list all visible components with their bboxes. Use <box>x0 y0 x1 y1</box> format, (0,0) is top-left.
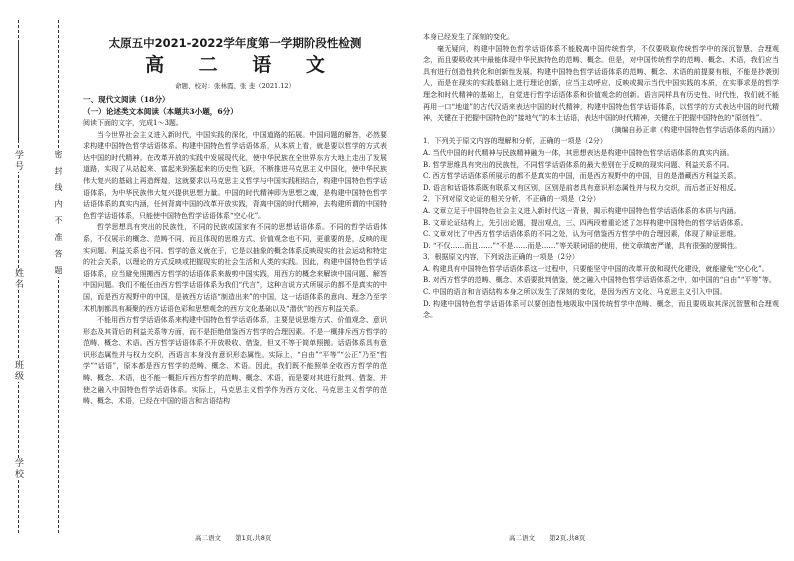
question-3: 3．根据原文内容，下列说法正确的一项是（2分） <box>423 253 579 262</box>
binding-strip <box>0 0 80 561</box>
option-1c: C. 西方哲学话语体系所展示的都不是真实的中国，而是西方视野中的中国，目的是潜藏西方利益关系。 <box>423 172 741 181</box>
option-2d: D. “不仅……而且……”“不是……而是……”等关联词语的使用，使文章缜密严谨，具有很强的逻辑性。 <box>423 241 742 250</box>
page-footer <box>195 534 283 543</box>
reading-instruction: 阅读下面的文字，完成1～3题。 <box>83 119 183 127</box>
option-3a: A. 构建具有中国特色哲学话语体系这一过程中，只要能坚守中国的改革开放和现代化建设，就能避免“空心化”。 <box>423 264 769 273</box>
school-label: 学校 <box>13 458 23 480</box>
footer-page-number: 第1页,共8页 <box>235 534 272 542</box>
footer-subject: 高二语文 <box>509 534 535 542</box>
footer-subject: 高二语文 <box>195 534 221 542</box>
author-meta: 命题、校对：张林霞、张 斐（2021.12） <box>175 82 295 90</box>
student-id-blank <box>18 40 19 140</box>
name-label: 姓名 <box>13 268 23 290</box>
option-2b: B. 文章论证结构上，先引出论题，提出观点，三、四两段着重论述了怎样构建中国特色的哲学话语体系。 <box>423 218 748 227</box>
page1-column <box>83 35 387 408</box>
question-2: 2．下列对原文论证的相关分析，不正确的一项是（2分） <box>423 195 600 204</box>
footer-page-number: 第2页,共8页 <box>549 534 586 542</box>
passage-paragraph-2: 哲学思想具有突出的民族性，不同的民族或国家有不同的思想话语体系。不同的哲学话语体系，不仅展示的概念、范畴不同，而且体现的思维方式、价值观念也不同，更重要的是，反映的现实问题、利益关系也不同。哲学的意义就在于，它是以抽象的概念体系反映现实的社会运动和特定的社会关系，以理论的方式反映或把握现实的社会生活和人类的实践。因此，构建中国特色哲学话语体系，应当避免照搬西方哲学的话语体系来裁剪中国实践，用西方的概念来解读中国问题、解答中国问题。我们不能任由西方哲学话语体系为我们“代言”，这种言说方式所展示的都不是真实的中国，而是西方视野中的中国，是被西方话语“制造出来”的中国，这一话语体系的意向、理念乃至学术机制都具有凝聚的西方话语色彩和思想观念的西方文化基础以及“潜伏”的西方利益关系。 <box>83 223 387 313</box>
option-2c: C. 文章对比了中西方哲学话语体系的不同之处，认为可借鉴西方哲学中的合理因素，体现了辩证思维。 <box>423 230 741 239</box>
passage-paragraph-3: 不能用西方哲学话语体系来构建中国特色哲学话语体系，主要是说思维方式、价值观念、意识形态及其背后的利益关系等方面，而不是拒绝借鉴西方哲学的合理因素。不是一概排斥西方哲学的范畴、概念、术语。西方哲学话语体系不开放吸收、借鉴，但又不等于简单照搬。话语体系具有意识形态属性并与权力交织，西语言本身没有意识形态属性。实际上，“自由”“平等”“公正”乃至“哲学”“话语”，原本都是西方哲学的范畴、概念、术语。因此，我们既不能照单全收西方哲学的范畴、概念、术语，也不能一概拒斥西方哲学的范畴、概念、术语，而是要对其进行批判、借鉴，并使之融入中国特色哲学话语体系。实际上，马克思主义哲学作为西方文化、马克思主义哲学的范畴、概念、术语，已经在中国的语言和言语结构 <box>83 316 387 406</box>
class-label: 班级 <box>13 360 23 382</box>
passage-source: （摘编自孙正聿《构建中国特色哲学话语体系的内涵》） <box>607 125 779 134</box>
seal-warning: 密 封 线 内 不 准 答 题 <box>54 150 63 277</box>
option-1d: D. 语言和话语体系既有联系又有区别，区别是前者具有意识形态属性并与权力交织，而后者正好相反。 <box>423 183 741 192</box>
student-id-label: 学号 <box>13 150 23 172</box>
page2-column <box>423 32 779 322</box>
question-1: 1．下列关于原文内容的理解和分析，正确的一项是（2分） <box>423 137 607 146</box>
subsection-heading: （一）论述类文本阅读（本题共3小题，6分） <box>83 107 238 116</box>
option-3d: D. 构建中国特色哲学话语体系可以要创造性地吸取中国传统哲学中范畴、概念，而且要吸取其深沉智慧和合理观念。 <box>423 299 779 320</box>
option-3c: C. 中国的语言和言语结构本身之所以发生了深刻的变化，是因为西方文化、马克思主义引入中国。 <box>423 288 727 297</box>
passage-continuation: 本身已经发生了深刻的变化。 <box>423 33 514 41</box>
option-1b: B. 哲学思维具有突出的民族性，不同哲学话语体系的最大差别在于反映的现实问题、利益关系不同。 <box>423 160 734 169</box>
exam-title: 太原五中2021-2022学年度第一学期阶段性检测 <box>108 36 362 50</box>
option-3b: B. 对西方哲学的范畴、概念、术语要批判借鉴，使之融入中国特色哲学话语体系之中，如中国的“自由”“平等”等。 <box>423 276 776 285</box>
passage-paragraph-1: 当今世界社会主义进入新时代，中国实践的深化，中国道路的拓展。中国问题的解答，必然要求构建中国特色哲学话语体系。构建中国特色哲学话语体系，从本质上看，就是要以哲学的方式表达中国的时代精神。在改革开放的实践中发展现代化，使中华民族在全世界东方大地上走出了发展道路，实现了从站起来、富起来到强起来的历史性飞跃，不断推进马克思主义中国化，使中华民族伟大复兴的基础上再造辉煌，这就要求以马克思主义哲学与中国实践相结合，构建中国特色哲学话语体系，为中华民族伟大复兴提供思想力量。中国的时代精神即为思想之魂，是构建中国特色哲学话语体系的真实内涵，任何背离中国的改革开放实践，背离中国的时代精神，去构建所谓的中国特色哲学话语体系，只能使中国特色哲学话语体系“空心化”。 <box>83 130 387 220</box>
section-heading: 一、现代文阅读（18分） <box>83 95 170 104</box>
subject-title: 高 二 语 文 <box>145 54 339 76</box>
page-footer <box>509 534 597 543</box>
option-2a: A. 文章立足于中国特色社会主义进入新时代这一背景，揭示构建中国特色哲学话语体系的本质与内涵。 <box>423 206 741 215</box>
exam-page-2 <box>397 0 794 561</box>
option-1a: A. 当代中国的时代精神与民族精神融为一体，其思想表达是构建中国特色哲学话语体系的真实内涵。 <box>423 148 734 157</box>
passage-paragraph-4: 毫无疑问，构建中国特色哲学话语体系不能脱离中国传统哲学，不仅要吸取传统哲学中的深沉智慧、合理观念，而且要吸收其中最能体现中华民族特色的范畴、概念。但是，对中国传统哲学的范畴、概念、术语，我们应当具有进行创造性转化和创新性发展。构建中国特色哲学话语体系的范畴、概念、术语的前提要有根，不能是抄袭别人，而是在现实的实践基础上进行理论创新，应当主动呼应、反映或揭示当代中国实践的本质，在实事求是的哲学理念和时代精神的基础上，自觉进行哲学话语体系和价值观念的创新。语言同样具有历史性、时代性，我们就不能再用一口“地道”的古代汉语来表达中国的时代精神，构建中国特色哲学话语体系，以哲学的方式表达中国的时代精神，关键在于把握中国特色的“接地气”的本土话语，表达中国的时代精神，关键在于把握中国特色的“原创性”。 <box>423 44 779 123</box>
